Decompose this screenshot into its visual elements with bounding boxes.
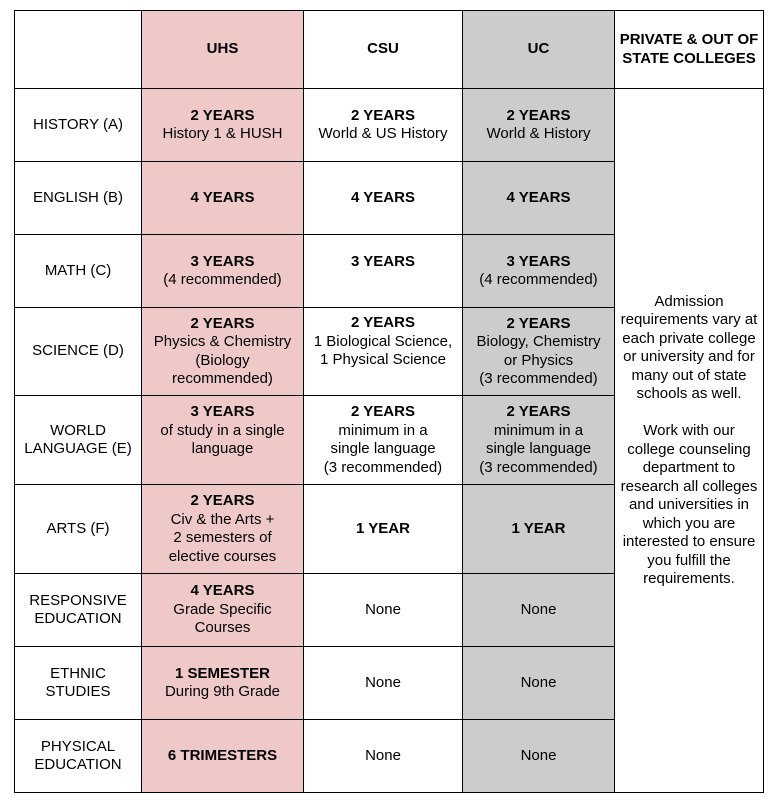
- requirement-main: 2 YEARS: [190, 106, 255, 124]
- uhs-cell: [142, 720, 304, 793]
- row-label: WORLD LANGUAGE (E): [15, 396, 142, 485]
- requirement-detail: 1 Physical Science: [320, 351, 446, 368]
- requirement-main: 3 YEARS: [351, 253, 415, 270]
- requirement-detail: Physics & Chemistry: [153, 333, 292, 350]
- requirement-detail: 2 semesters of: [173, 529, 272, 546]
- requirement-main: 4 YEARS: [351, 188, 415, 206]
- requirement-detail: (4 recommended): [479, 271, 598, 288]
- requirement-detail: Biology, Chemistry: [476, 333, 601, 350]
- uc-cell: [463, 720, 615, 793]
- requirement-main: 3 YEARS: [190, 403, 255, 420]
- csu-cell: [304, 647, 463, 720]
- requirement-detail: single language: [485, 440, 592, 457]
- requirement-detail: (3 recommended): [323, 458, 443, 476]
- requirement-detail: World & US History: [318, 125, 448, 142]
- requirement-main: 2 YEARS: [351, 106, 415, 124]
- requirement-detail: single language: [330, 440, 436, 457]
- uhs-cell: [142, 647, 304, 720]
- requirement-detail: elective courses: [168, 547, 277, 565]
- requirement-main: 2 YEARS: [506, 106, 571, 124]
- column-header-uhs: UHS: [142, 11, 304, 89]
- private-colleges-note: [615, 89, 764, 793]
- uhs-cell: [142, 308, 304, 396]
- requirement-none: None: [520, 746, 557, 764]
- requirement-main: 4 YEARS: [190, 582, 255, 600]
- table-row: [15, 89, 764, 162]
- requirement-detail: (4 recommended): [163, 271, 282, 288]
- note-paragraph-1: Admission requirements vary at each private college or university and for many out of state schools as well.: [620, 292, 758, 402]
- column-header-uc: UC: [463, 11, 615, 89]
- requirement-detail: minimum in a: [338, 421, 428, 439]
- requirement-detail: History 1 & HUSH: [162, 125, 283, 142]
- requirement-main: 2 YEARS: [506, 314, 571, 332]
- requirement-detail: or Physics: [503, 351, 574, 369]
- requirement-none: None: [365, 673, 401, 691]
- uc-cell: [463, 647, 615, 720]
- requirement-main: 6 TRIMESTERS: [167, 746, 278, 764]
- requirement-detail: (3 recommended): [479, 458, 598, 476]
- uc-cell: [463, 308, 615, 396]
- requirement-detail: Grade Specific: [173, 600, 272, 618]
- csu-cell: [304, 235, 463, 308]
- csu-cell: [304, 574, 463, 647]
- requirement-main: 4 YEARS: [506, 188, 571, 206]
- csu-cell: [304, 485, 463, 574]
- row-label: ETHNIC STUDIES: [15, 647, 142, 720]
- requirement-none: None: [365, 600, 401, 618]
- column-header-csu: CSU: [304, 11, 463, 89]
- requirement-detail: recommended): [172, 370, 273, 387]
- requirement-main: 4 YEARS: [190, 188, 255, 206]
- row-label: SCIENCE (D): [15, 308, 142, 396]
- requirement-detail: Courses: [194, 619, 251, 637]
- requirement-detail: of study in a single: [160, 421, 285, 439]
- row-label: PHYSICAL EDUCATION: [15, 720, 142, 793]
- csu-cell: [304, 89, 463, 162]
- requirement-main: 1 SEMESTER: [174, 664, 271, 682]
- requirements-table: [14, 10, 764, 793]
- requirement-main: 3 YEARS: [506, 252, 571, 270]
- uhs-cell: [142, 89, 304, 162]
- csu-cell: [304, 720, 463, 793]
- uhs-cell: [142, 235, 304, 308]
- uhs-cell: [142, 396, 304, 485]
- uc-cell: [463, 162, 615, 235]
- csu-cell: [304, 396, 463, 485]
- requirement-main: 2 YEARS: [506, 403, 571, 420]
- uc-cell: [463, 485, 615, 574]
- requirement-main: 3 YEARS: [190, 252, 255, 270]
- row-label: RESPONSIVE EDUCATION: [15, 574, 142, 647]
- row-label: ARTS (F): [15, 485, 142, 574]
- requirement-detail: minimum in a: [493, 421, 584, 439]
- csu-cell: [304, 162, 463, 235]
- requirement-main: 2 YEARS: [351, 403, 415, 420]
- requirement-none: None: [365, 746, 401, 764]
- uc-cell: [463, 396, 615, 485]
- requirement-detail: 1 Biological Science,: [313, 332, 453, 350]
- requirement-main: 1 YEAR: [356, 519, 410, 537]
- requirement-detail: World & History: [486, 125, 591, 142]
- uhs-cell: [142, 485, 304, 574]
- column-header-private: PRIVATE & OUT OF STATE COLLEGES: [615, 11, 764, 89]
- requirement-main: 1 YEAR: [511, 519, 566, 537]
- requirement-detail: language: [191, 440, 254, 457]
- uhs-cell: [142, 162, 304, 235]
- note-paragraph-2: Work with our college counseling department to research all colleges and universities in which you are interested to ensure you fulfill the requirements.: [620, 422, 758, 587]
- requirement-detail: (3 recommended): [479, 370, 598, 387]
- csu-cell: [304, 308, 463, 396]
- uhs-cell: [142, 574, 304, 647]
- requirement-main: 2 YEARS: [351, 314, 415, 331]
- uc-cell: [463, 235, 615, 308]
- row-label: ENGLISH (B): [15, 162, 142, 235]
- uc-cell: [463, 574, 615, 647]
- requirement-main: 2 YEARS: [190, 314, 255, 332]
- requirement-none: None: [520, 673, 557, 691]
- requirement-detail: Civ & the Arts +: [170, 510, 275, 528]
- row-label: HISTORY (A): [15, 89, 142, 162]
- uc-cell: [463, 89, 615, 162]
- requirement-detail: (Biology: [195, 351, 250, 369]
- corner-cell: [15, 11, 142, 89]
- row-label: MATH (C): [15, 235, 142, 308]
- header-row: [15, 11, 764, 89]
- requirement-main: 2 YEARS: [190, 492, 255, 509]
- requirement-detail: During 9th Grade: [164, 683, 281, 700]
- requirement-none: None: [520, 600, 557, 618]
